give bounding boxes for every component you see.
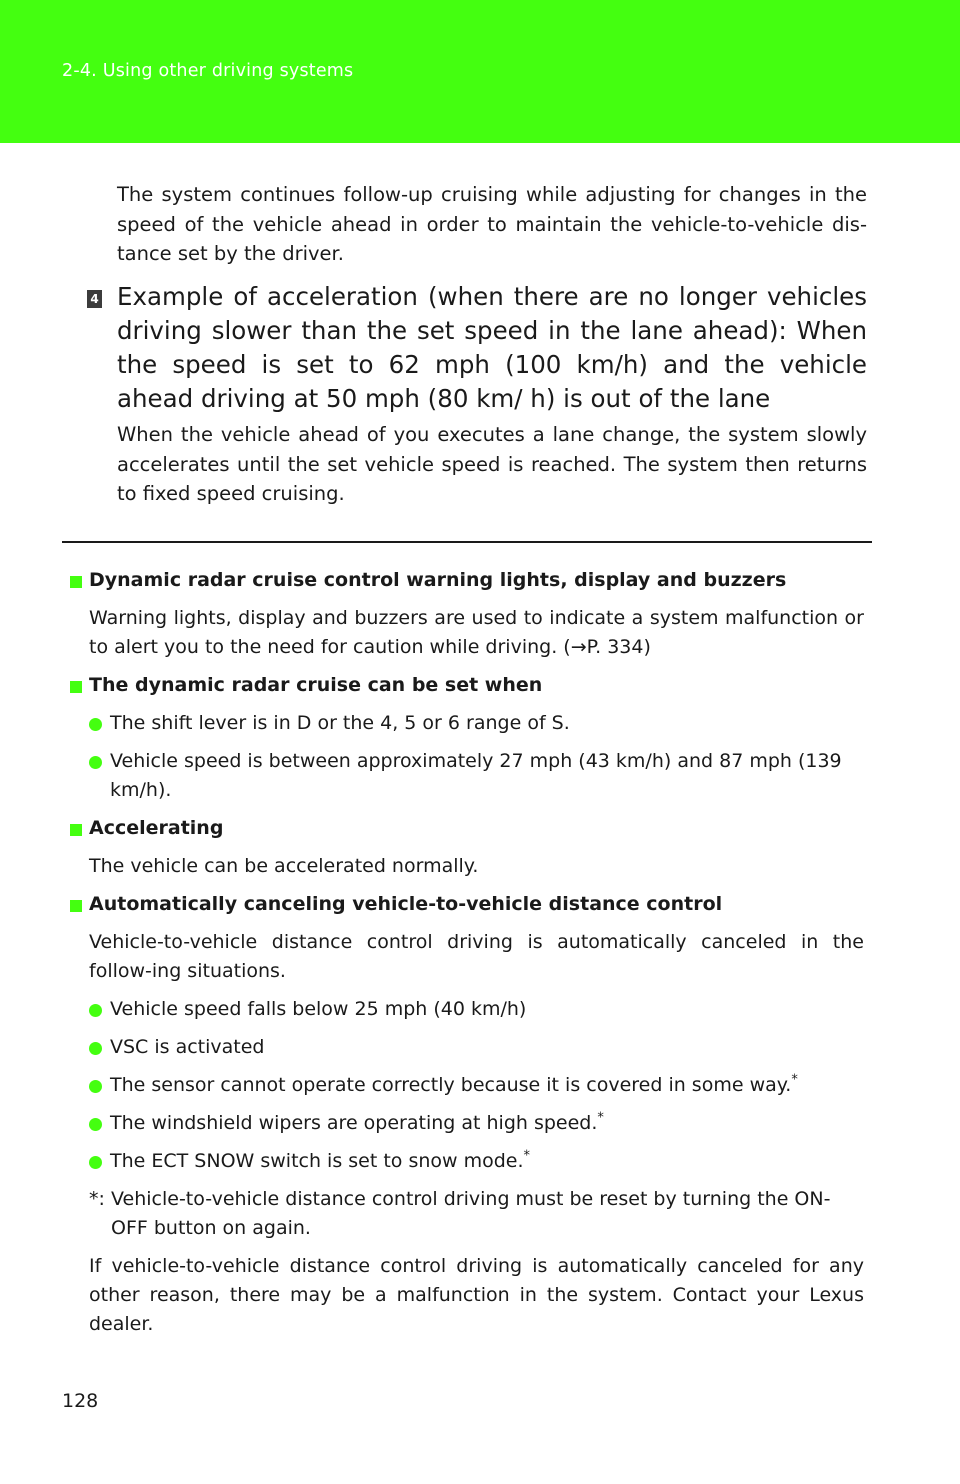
page-number: 128 <box>62 1390 99 1412</box>
section-divider <box>62 541 872 543</box>
note-heading-auto-cancel <box>70 890 870 919</box>
note-body-auto-cancel: Vehicle-to-vehicle distance control driving is automatically canceled in the follow-ing situations. <box>89 931 864 982</box>
footnote <box>89 1185 864 1243</box>
list-item <box>89 1033 865 1062</box>
list-item <box>89 1109 865 1138</box>
list-item-text: VSC is activated <box>110 1036 265 1058</box>
note-heading-accelerating <box>70 814 870 843</box>
footnote-text: Vehicle-to-vehicle distance control driving must be reset by turning the ON-OFF button on again. <box>111 1188 831 1239</box>
list-item <box>89 1071 865 1100</box>
asterisk-marker: * <box>523 1148 531 1164</box>
note-heading-text: The dynamic radar cruise can be set when <box>89 674 543 696</box>
note-heading-text: Automatically canceling vehicle-to-vehicle distance control <box>89 893 723 915</box>
note-heading-text: Accelerating <box>89 817 224 839</box>
list-item <box>89 1147 865 1176</box>
list-item-text: The windshield wipers are operating at high speed. <box>110 1112 598 1134</box>
note-body-warning: Warning lights, display and buzzers are used to indicate a system malfunction or to alert you to the need for caution while driving. (→P. 334) <box>89 607 864 658</box>
circle-bullet-icon <box>89 1080 102 1093</box>
circle-bullet-icon <box>89 1156 102 1169</box>
step-number-badge: 4 <box>87 290 102 308</box>
section-title: 2-4. Using other driving systems <box>62 61 354 81</box>
footnote-marker: *: <box>89 1188 105 1210</box>
note-heading-warning <box>70 566 870 595</box>
example-heading: Example of acceleration (when there are no longer vehicles driving slower than the set speed in the lane ahead): When the speed is set to 62 mph (100 km/h) and the vehicle ahead driving at 50 mph (80 km/ h) is out of the lane <box>117 282 867 413</box>
asterisk-marker: * <box>597 1110 604 1126</box>
list-item-text: Vehicle speed is between approximately 27 mph (43 km/h) and 87 mph (139 km/h). <box>110 750 842 801</box>
list-item <box>89 995 865 1024</box>
note-heading-text: Dynamic radar cruise control warning lights, display and buzzers <box>89 569 787 591</box>
note-closing-auto-cancel: If vehicle-to-vehicle distance control driving is automatically canceled for any other reason, there may be a malfunction in the system. Contact your Lexus dealer. <box>89 1255 864 1335</box>
circle-bullet-icon <box>89 1118 102 1131</box>
square-bullet-icon <box>70 576 82 588</box>
example-body: When the vehicle ahead of you executes a lane change, the system slowly accelerates until the set vehicle speed is reached. The system then returns to fixed speed cruising. <box>117 423 867 505</box>
notes-section <box>70 566 870 1348</box>
list-item <box>89 747 865 805</box>
square-bullet-icon <box>70 824 82 836</box>
circle-bullet-icon <box>89 1004 102 1017</box>
circle-bullet-icon <box>89 718 102 731</box>
list-item-text: The ECT SNOW switch is set to snow mode. <box>110 1150 524 1172</box>
circle-bullet-icon <box>89 756 102 769</box>
note-heading-can-be-set <box>70 671 870 700</box>
asterisk-marker: * <box>791 1072 798 1088</box>
square-bullet-icon <box>70 681 82 693</box>
list-item-text: Vehicle speed falls below 25 mph (40 km/h) <box>110 998 527 1020</box>
list-item <box>89 709 865 738</box>
intro-paragraph: The system continues follow-up cruising while adjusting for changes in the speed of the vehicle ahead in order to maintain the vehicle-to-vehicle dis-tance set by the driver. <box>117 183 867 265</box>
square-bullet-icon <box>70 900 82 912</box>
circle-bullet-icon <box>89 1042 102 1055</box>
note-body-accelerating: The vehicle can be accelerated normally. <box>89 855 479 877</box>
list-item-text: The shift lever is in D or the 4, 5 or 6 range of S. <box>110 712 570 734</box>
list-item-text: The sensor cannot operate correctly because it is covered in some way. <box>110 1074 792 1096</box>
